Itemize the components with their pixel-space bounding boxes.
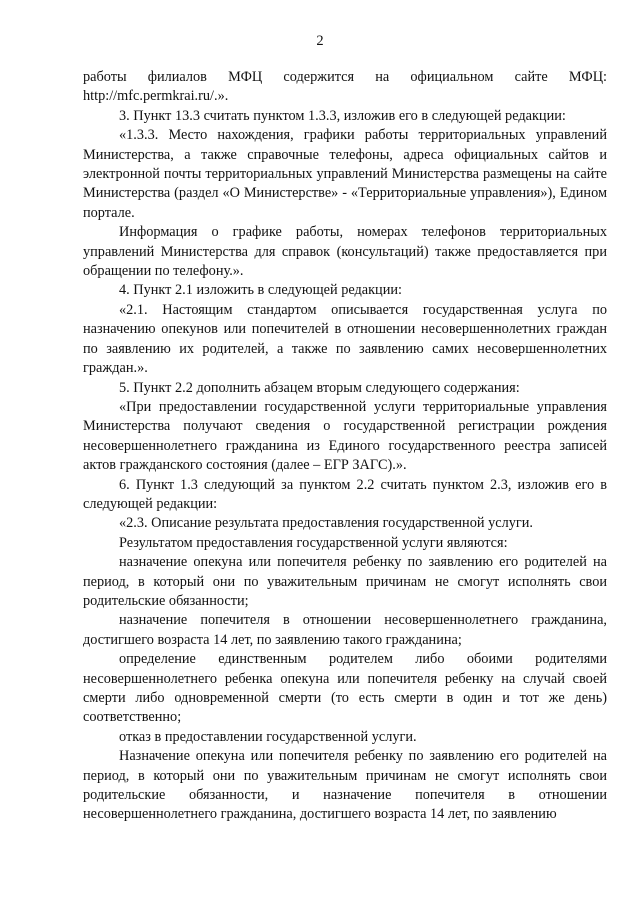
paragraph-2-1: «2.1. Настоящим стандартом описывается государственная услуга по назначению опекунов или попечителей в отношении несовершеннолетних граждан по заявлению их родителей, а также по заявлению самих несовершеннолетних граждан.». <box>83 301 607 377</box>
paragraph-egr-zags: «При предоставлении государственной услуги территориальные управления Министерства получают сведения о государственной регистрации рождения несовершеннолетнего гражданина из Единого государственного реестра записей актов гражданского состояния (далее – ЕГР ЗАГС).». <box>83 398 607 474</box>
paragraph-item-6: 6. Пункт 1.3 следующий за пунктом 2.2 считать пунктом 2.3, изложив его в следующей редакции: <box>83 476 607 512</box>
paragraph-1-3-3: «1.3.3. Место нахождения, графики работы территориальных управлений Министерства, а также справочные телефоны, адреса официальных сайтов и электронной почты территориальных управлений Министерства размещены на сайте Министерства (раздел «О Министерстве» - «Территориальные управления»), Едином портале. <box>83 127 607 221</box>
paragraph-result-determination: определение единственным родителем либо обоими родителями несовершеннолетнего ребенка опекуна или попечителя ребенку на случай своей смерти либо одновременной смерти (то есть смерти в один и тот же день) соответственно; <box>83 651 607 726</box>
document-body <box>83 68 607 825</box>
paragraph-2-3: «2.3. Описание результата предоставления государственной услуги. <box>119 515 533 532</box>
page-number: 2 <box>316 33 324 49</box>
paragraph-result-refusal: отказ в предоставлении государственной услуги. <box>119 728 417 745</box>
paragraph-results-intro: Результатом предоставления государственной услуги являются: <box>119 534 508 551</box>
paragraph-result-trustee: назначение попечителя в отношении несовершеннолетнего гражданина, достигшего возраста 14 лет, по заявлению такого гражданина; <box>83 612 607 648</box>
paragraph-mfc-website: работы филиалов МФЦ содержится на официальном сайте МФЦ: http://mfc.permkrai.ru/.». <box>83 69 607 105</box>
paragraph-appointment: Назначение опекуна или попечителя ребенку по заявлению его родителей на период, в который они по уважительным причинам не смогут исполнять свои родительские обязанности, и назначение попечителя в отношении несовершеннолетнего гражданина, достигшего возраста 14 лет, по заявлению <box>83 748 607 823</box>
paragraph-schedule-info: Информация о графике работы, номерах телефонов территориальных управлений Министерства для справок (консультаций) также предоставляется при обращении по телефону.». <box>83 224 607 280</box>
paragraph-item-5: 5. Пункт 2.2 дополнить абзацем вторым следующего содержания: <box>119 379 520 396</box>
paragraph-item-3: 3. Пункт 13.3 считать пунктом 1.3.3, изложив его в следующей редакции: <box>119 107 566 124</box>
paragraph-item-4: 4. Пункт 2.1 изложить в следующей редакции: <box>119 282 402 299</box>
paragraph-result-guardian: назначение опекуна или попечителя ребенку по заявлению его родителей на период, в который они по уважительным причинам не смогут исполнять свои родительские обязанности; <box>83 554 607 609</box>
